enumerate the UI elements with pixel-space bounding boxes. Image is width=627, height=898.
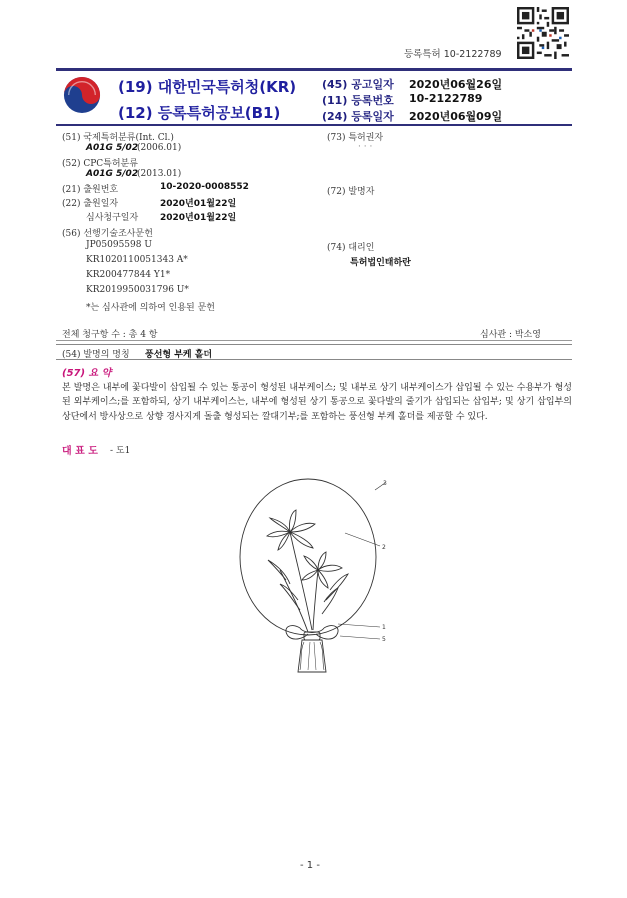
prior-art-item: KR2019950031796 U* xyxy=(86,285,189,295)
figure-label: 5 xyxy=(382,636,386,643)
balloon-bouquet-figure xyxy=(220,460,420,690)
invention-title: 풍선형 부케 홀더 xyxy=(145,350,213,360)
ipc-code: A01G 5/02 xyxy=(86,143,139,153)
prior-art-note: *는 심사관에 의하여 인용된 문헌 xyxy=(86,303,215,313)
reg-number-label: (11) 등록번호 xyxy=(322,94,394,107)
divider xyxy=(56,340,572,341)
representative-figure-label: 대 표 도 xyxy=(62,446,98,457)
figure-label: 3 xyxy=(383,480,387,487)
exam-request-date-label: 심사청구일자 xyxy=(86,213,139,223)
patentee-value: · · · xyxy=(358,142,373,152)
publication-type: (12) 등록특허공보(B1) xyxy=(118,104,281,122)
page-number: - 1 - xyxy=(300,860,320,871)
prior-art-item: JP05095598 U xyxy=(86,240,152,250)
title-row xyxy=(56,344,572,360)
application-number: 10-2020-0008552 xyxy=(160,182,249,192)
cpc-year: (2013.01) xyxy=(137,169,182,179)
abstract-text: 본 발명은 내부에 꽃다발이 삽입될 수 있는 통공이 형성된 내부케이스; 및 내부로 상기 내부케이스가 삽입될 수 있는 수용부가 형성된 외부케이스;를 포함하되, 상기 내부케이스는, 내부에 형성된 상기 통공으로 꽃다발의 줄기가 삽입되는 삽입부; 및 상기 삽입부의 상단에서 방사상으로 상향 경사지게 돌출 형성되는 깔대기부;를 포함하는 풍선형 부케 홀더를 제공할 수 있다. xyxy=(62,383,572,422)
prior-art-item: KR200477844 Y1* xyxy=(86,270,171,280)
patentee-label: (73) 특허권자 xyxy=(327,133,384,143)
office-name: (19) 대한민국특허청(KR) xyxy=(118,78,297,96)
pub-date-value: 2020년06월26일 xyxy=(409,78,503,91)
cpc-label: (52) CPC특허분류 xyxy=(62,159,138,169)
application-date: 2020년01월22일 xyxy=(160,199,237,209)
registration-number-top: 등록특허 10-2122789 xyxy=(404,49,502,60)
total-claims: 전체 청구항 수 : 총 4 항 xyxy=(62,330,158,340)
prior-art-item: KR1020110051343 A* xyxy=(86,255,188,265)
ipc-year: (2006.01) xyxy=(137,143,182,153)
figure-label: 2 xyxy=(382,544,386,551)
cpc-code: A01G 5/02 xyxy=(86,169,139,179)
exam-request-date: 2020년01월22일 xyxy=(160,213,237,223)
agent-value: 특허법인태하란 xyxy=(350,258,411,268)
invention-title-label: (54) 발명의 명칭 xyxy=(62,350,130,360)
reg-number-value: 10-2122789 xyxy=(409,92,483,105)
ipc-label: (51) 국제특허분류(Int. Cl.) xyxy=(62,133,174,143)
figure-label: 1 xyxy=(382,624,386,631)
reg-date-label: (24) 등록일자 xyxy=(322,110,394,123)
application-number-label: (21) 출원번호 xyxy=(62,185,119,195)
abstract-label: (57) 요 약 xyxy=(62,368,112,379)
representative-figure-value: - 도1 xyxy=(110,446,131,456)
prior-art-label: (56) 선행기술조사문헌 xyxy=(62,229,153,239)
examiner: 심사관 : 박소영 xyxy=(480,330,541,340)
qr-code-icon xyxy=(517,7,569,59)
inventor-label: (72) 발명자 xyxy=(327,187,375,197)
agent-label: (74) 대리인 xyxy=(327,243,375,253)
reg-date-value: 2020년06월09일 xyxy=(409,110,503,123)
application-date-label: (22) 출원일자 xyxy=(62,199,119,209)
pub-date-label: (45) 공고일자 xyxy=(322,78,394,91)
taegeuk-emblem-icon xyxy=(63,76,101,114)
